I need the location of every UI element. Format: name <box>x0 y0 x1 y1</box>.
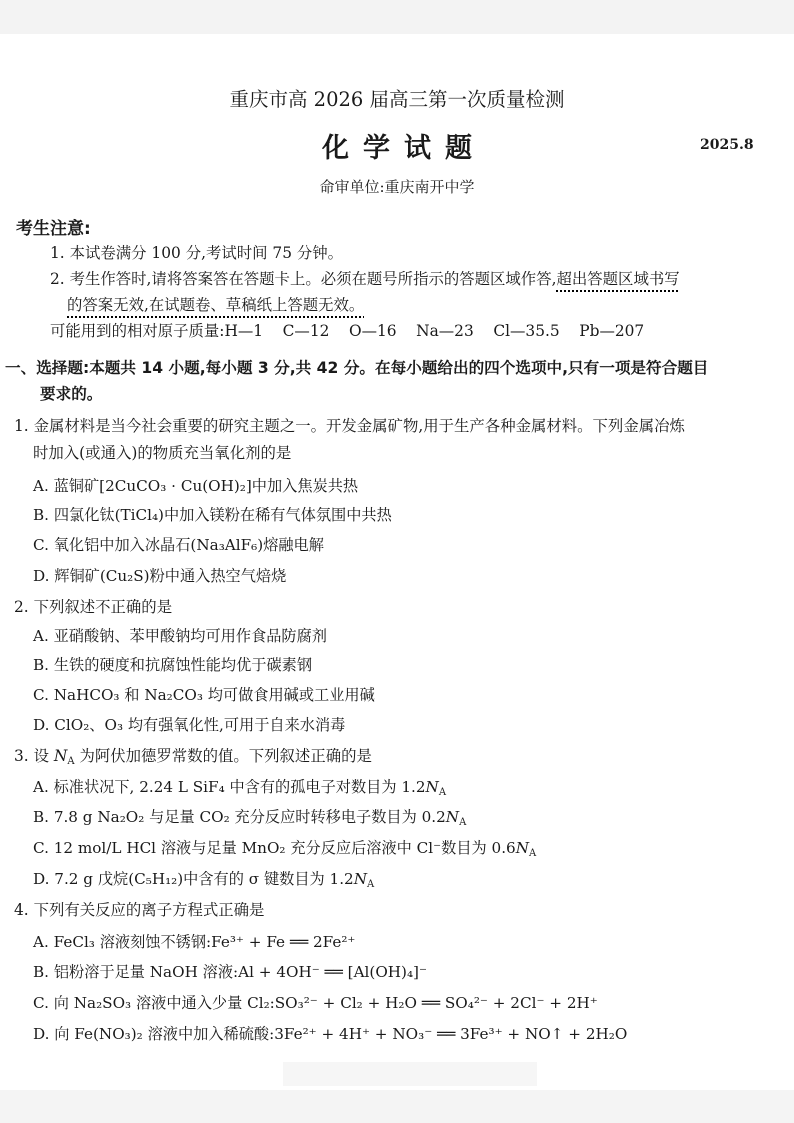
scan-margin-top <box>0 0 794 34</box>
section-1-instruction-cont: 要求的。 <box>40 385 103 403</box>
q3-option-b: B. 7.8 g Na₂O₂ 与足量 CO₂ 充分反应时转移电子数目为 $0.2N_A$ <box>33 808 467 828</box>
q2-option-a: A. 亚硝酸钠、苯甲酸钠均可用作食品防腐剂 <box>33 627 327 645</box>
q4-stem: 4. 下列有关反应的离子方程式正确是 <box>14 901 265 919</box>
q3-option-c: C. 12 mol/L HCl 溶液与足量 MnO₂ 充分反应后溶液中 Cl⁻数目为 $0.6N_A$ <box>33 839 537 859</box>
q4-option-c: C. 向 Na₂SO₃ 溶液中通入少量 Cl₂:SO₃²⁻ + Cl₂ + H₂O ══ SO₄²⁻ + 2Cl⁻ + 2H⁺ <box>33 994 598 1012</box>
q2-option-b: B. 生铁的硬度和抗腐蚀性能均优于碳素钢 <box>33 656 313 674</box>
q4-option-a: A. FeCl₃ 溶液刻蚀不锈钢:Fe³⁺ + Fe ══ 2Fe²⁺ <box>33 933 356 951</box>
subject-title: 化学试题 <box>322 133 486 164</box>
q2-option-c: C. NaHCO₃ 和 Na₂CO₃ 均可做食用碱或工业用碱 <box>33 686 375 704</box>
q1-option-d: D. 辉铜矿(Cu₂S)粉中通入热空气焙烧 <box>33 567 287 585</box>
q1-stem: 1. 金属材料是当今社会重要的研究主题之一。开发金属矿物,用于生产各种金属材料。下列金属冶炼 <box>14 417 685 435</box>
scan-margin-bottom <box>0 1090 794 1123</box>
q2-stem: 2. 下列叙述不正确的是 <box>14 598 173 616</box>
exam-title: 重庆市高 2026 届高三第一次质量检测 <box>229 88 565 111</box>
notice-item-1: 1. 本试卷满分 100 分,考试时间 75 分钟。 <box>50 244 344 262</box>
scan-smudge <box>283 1062 537 1086</box>
q1-stem-cont: 时加入(或通入)的物质充当氧化剂的是 <box>33 444 292 462</box>
q3-stem: 3. 设 $N_A$ 为阿伏加德罗常数的值。下列叙述正确的是 <box>14 747 372 767</box>
q1-option-c: C. 氧化铝中加入冰晶石(Na₃AlF₆)熔融电解 <box>33 536 324 554</box>
notice-heading: 考生注意: <box>16 219 91 239</box>
q2-option-d: D. ClO₂、O₃ 均有强氧化性,可用于自来水消毒 <box>33 716 346 734</box>
q4-option-b: B. 铝粉溶于足量 NaOH 溶液:Al + 4OH⁻ ══ [Al(OH)₄]⁻ <box>33 963 427 981</box>
atomic-masses: 可能用到的相对原子质量:H—1 C—12 O—16 Na—23 Cl—35.5 Pb—207 <box>50 322 645 340</box>
q1-option-b: B. 四氯化钛(TiCl₄)中加入镁粉在稀有气体氛围中共热 <box>33 506 392 524</box>
notice-item-2 <box>50 269 680 289</box>
q1-option-a: A. 蓝铜矿[2CuCO₃ · Cu(OH)₂]中加入焦炭共热 <box>33 477 359 495</box>
section-1-instruction: 一、选择题:本题共 14 小题,每小题 3 分,共 42 分。在每小题给出的四个选项中,只有一项是符合题目 <box>5 359 709 377</box>
q3-option-d: D. 7.2 g 戊烷(C₅H₁₂)中含有的 σ 键数目为 $1.2N_A$ <box>33 870 375 890</box>
notice-item-2-text: 2. 考生作答时,请将答案答在答题卡上。必须在题号所指示的答题区域作答, <box>50 270 557 288</box>
organizer-line: 命审单位:重庆南开中学 <box>319 178 475 196</box>
exam-date: 2025.8 <box>700 137 754 153</box>
q4-option-d: D. 向 Fe(NO₃)₂ 溶液中加入稀硫酸:3Fe²⁺ + 4H⁺ + NO₃⁻ ══ 3Fe³⁺ + NO↑ + 2H₂O <box>33 1025 628 1043</box>
q3-option-a: A. 标准状况下, 2.24 L SiF₄ 中含有的孤电子对数目为 $1.2N_A$ <box>33 778 447 798</box>
notice-item-2-cont: 的答案无效,在试题卷、草稿纸上答题无效。 <box>67 296 365 314</box>
notice-emphasis: 超出答题区域书写 <box>556 270 680 288</box>
